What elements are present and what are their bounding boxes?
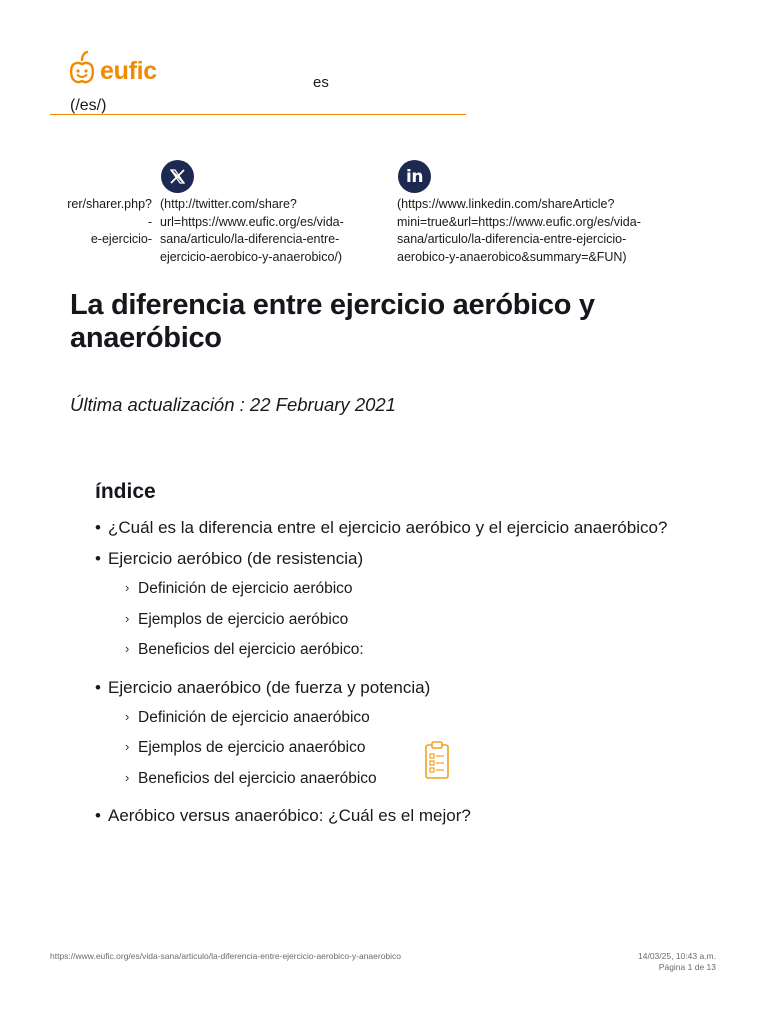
page-number: Página 1 de 13 bbox=[658, 962, 716, 972]
toc-subitem[interactable]: › Ejemplos de ejercicio anaeróbico bbox=[95, 733, 695, 764]
index-heading: índice bbox=[95, 480, 156, 503]
footer-meta bbox=[638, 951, 716, 973]
toc-subitem[interactable]: › Ejemplos de ejercicio aeróbico bbox=[95, 605, 695, 636]
bullet: • bbox=[95, 677, 101, 697]
toc-subitem[interactable]: › Definición de ejercicio anaeróbico bbox=[95, 703, 695, 734]
toc-item[interactable]: • ¿Cuál es la diferencia entre el ejercicio aeróbico y el ejercicio anaeróbico? bbox=[95, 512, 695, 543]
table-of-contents bbox=[95, 512, 695, 831]
chevron-right-icon: › bbox=[125, 641, 130, 656]
apple-logo-icon bbox=[68, 48, 96, 88]
toc-item[interactable]: • Ejercicio anaeróbico (de fuerza y potencia) bbox=[95, 672, 695, 703]
linkedin-share-link[interactable]: (https://www.linkedin.com/shareArticle? mini=true&url=https://www.eufic.org/es/vida- sana/articulo/la-diferencia-entre-ejercicio- aerobico-y-anaerobico&summary=&FUN) bbox=[397, 197, 641, 264]
article-title: La diferencia entre ejercicio aeróbico y anaeróbico bbox=[70, 289, 595, 354]
bullet: • bbox=[95, 518, 101, 537]
footer-url: https://www.eufic.org/es/vida-sana/articulo/la-diferencia-entre-ejercicio-aerobico-y-anaerobico bbox=[50, 951, 402, 961]
last-updated: Última actualización : 22 February 2021 bbox=[70, 394, 396, 415]
logo-wordmark: eufic bbox=[100, 56, 157, 85]
linkedin-icon[interactable]: in bbox=[398, 160, 431, 193]
toc-item[interactable]: • Aeróbico versus anaeróbico: ¿Cuál es el mejor? bbox=[95, 800, 695, 831]
chevron-right-icon: › bbox=[125, 739, 130, 754]
chevron-right-icon: › bbox=[125, 580, 130, 595]
x-twitter-icon[interactable] bbox=[161, 160, 194, 193]
toc-subitem[interactable]: › Definición de ejercicio aeróbico bbox=[95, 574, 695, 605]
toc-subitem[interactable]: › Beneficios del ejercicio aeróbico: bbox=[95, 635, 695, 666]
bullet: • bbox=[95, 549, 101, 568]
clipboard-list-icon bbox=[423, 740, 451, 785]
header-divider bbox=[50, 114, 466, 115]
language-selector[interactable]: es bbox=[313, 74, 329, 91]
twitter-share-link[interactable]: (http://twitter.com/share? url=https://www.eufic.org/es/vida- sana/articulo/la-diferencia-entre- ejercicio-aerobico-y-anaerobico/) bbox=[160, 197, 344, 264]
chevron-right-icon: › bbox=[125, 769, 130, 785]
chevron-right-icon: › bbox=[125, 708, 130, 724]
toc-subitem[interactable]: › Beneficios del ejercicio anaeróbico bbox=[95, 764, 695, 795]
print-datetime: 14/03/25, 10:43 a.m. bbox=[638, 951, 716, 961]
toc-item[interactable]: • Ejercicio aeróbico (de resistencia) bbox=[95, 543, 695, 574]
facebook-share-link[interactable]: rer/sharer.php? - e-ejercicio- bbox=[67, 197, 152, 247]
home-link[interactable]: (/es/) bbox=[70, 97, 107, 114]
chevron-right-icon: › bbox=[125, 610, 130, 626]
eufic-logo[interactable] bbox=[68, 48, 157, 88]
bullet: • bbox=[95, 806, 101, 825]
